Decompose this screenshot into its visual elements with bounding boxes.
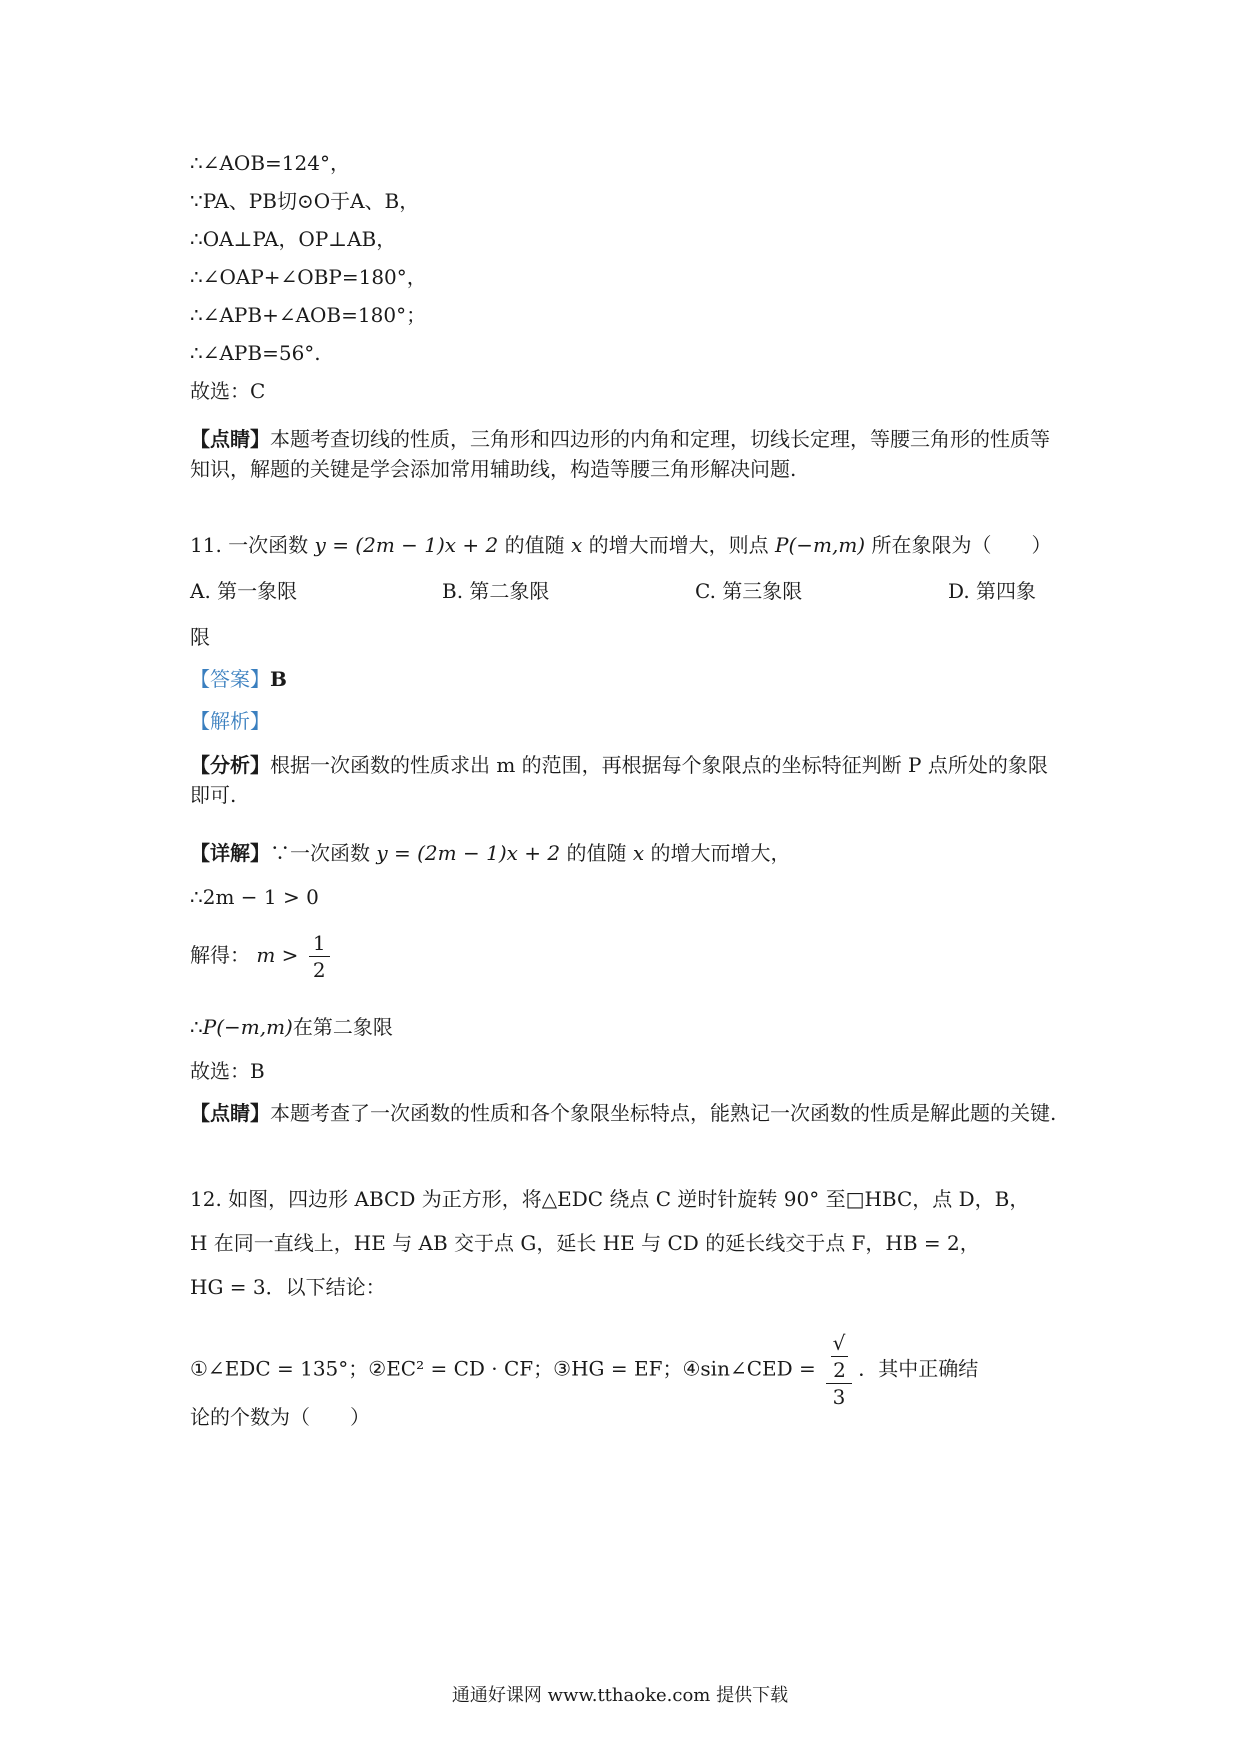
sqrt-symbol: √ xyxy=(832,1331,846,1355)
fraction-one-half xyxy=(309,930,330,983)
option-text: 第四象 xyxy=(976,579,1037,603)
question-12-line-3: HG = 3．以下结论： xyxy=(190,1275,386,1299)
proof-line-3: ∴OA⊥PA，OP⊥AB， xyxy=(190,227,397,251)
dianjing-tag: 【点睛】 xyxy=(190,427,270,451)
option-text: 第三象限 xyxy=(722,579,803,603)
option-b xyxy=(442,576,549,606)
question-number: 11. xyxy=(190,533,222,557)
option-text: 第一象限 xyxy=(217,579,298,603)
choice-line: 故选：C xyxy=(190,379,266,403)
option-letter: C. xyxy=(695,579,716,603)
dianjing-paragraph xyxy=(190,424,1060,484)
proof-line-5: ∴∠APB+∠AOB=180°； xyxy=(190,303,427,327)
xiangjie-line xyxy=(190,838,790,868)
fenxi-text: 根据一次函数的性质求出 m 的范围，再根据每个象限点的坐标特征判断 P 点所处的象限即可. xyxy=(190,753,1048,807)
function-expression: y = (2m − 1)x + 2 xyxy=(376,841,561,865)
proof-line-4: ∴∠OAP+∠OBP=180°， xyxy=(190,265,427,289)
dianjing-text: 本题考查切线的性质，三角形和四边形的内角和定理，切线长定理，等腰三角形的性质等知识，解题的关键是学会添加常用辅助线，构造等腰三角形解决问题. xyxy=(190,427,1050,481)
option-letter: D. xyxy=(948,579,970,603)
xiangjie-text: 的值随 xyxy=(566,841,627,865)
conclusions-text-end: ．其中正确结 xyxy=(858,1356,979,1381)
option-c xyxy=(695,576,802,606)
answer-value: B xyxy=(270,667,287,691)
variable-x: x xyxy=(632,841,645,865)
conclusion-text: 在第二象限 xyxy=(292,1015,393,1039)
proof-line-1: ∴∠AOB=124°， xyxy=(190,151,350,175)
choice-line-11: 故选：B xyxy=(190,1059,265,1083)
answer-tag: 【答案】 xyxy=(190,667,270,691)
fraction-denominator: 3 xyxy=(832,1385,846,1409)
therefore-symbol: ∴ xyxy=(190,1015,203,1039)
solve-label: 解得： xyxy=(190,943,250,967)
stem-text: 的增大而增大，则点 xyxy=(588,533,769,557)
option-letter: A. xyxy=(190,579,211,603)
question-11-stem xyxy=(190,530,1051,560)
point-expression: P(−m,m) xyxy=(202,1015,293,1039)
option-d-wrap: 限 xyxy=(190,625,210,649)
conclusions-text: ①∠EDC = 135°；②EC² = CD · CF；③HG = EF；④sin∠CED = xyxy=(190,1356,816,1381)
option-letter: B. xyxy=(442,579,464,603)
fraction-numerator xyxy=(826,1330,852,1384)
stem-text: 的值随 xyxy=(504,533,565,557)
solve-expression: m > xyxy=(256,943,299,967)
point-expression: P(−m,m) xyxy=(775,533,866,557)
option-text: 第二象限 xyxy=(469,579,550,603)
question-12-line-2: H 在同一直线上，HE 与 AB 交于点 G，延长 HE 与 CD 的延长线交于点 F，HB = 2， xyxy=(190,1231,980,1255)
page-footer: 通通好课网 www.tthaoke.com 提供下载 xyxy=(451,1685,789,1706)
stem-text: 一次函数 xyxy=(228,533,309,557)
dianjing-paragraph-11 xyxy=(190,1098,1060,1128)
stem-text: 所在象限为（ ） xyxy=(871,533,1052,557)
fraction-denominator: 2 xyxy=(312,958,326,982)
conclusion-line xyxy=(190,1012,393,1042)
solve-line xyxy=(190,930,330,983)
question-12-line-1: 12. 如图，四边形 ABCD 为正方形，将△EDC 绕点 C 逆时针旋转 90° 至□HBC，点 D，B， xyxy=(190,1187,1030,1211)
option-a xyxy=(190,576,297,606)
question-12-line-5: 论的个数为（ ） xyxy=(190,1405,370,1429)
xiangjie-text: 的增大而增大， xyxy=(650,841,791,865)
fraction-numerator: 1 xyxy=(309,930,330,957)
question-12-conclusions xyxy=(190,1330,978,1410)
dianjing-text: 本题考查了一次函数的性质和各个象限坐标特点，能熟记一次函数的性质是解此题的关键. xyxy=(270,1101,1057,1125)
variable-x: x xyxy=(571,533,583,557)
fraction-sqrt2-over-3 xyxy=(826,1330,852,1410)
fenxi-tag: 【分析】 xyxy=(190,753,270,777)
fenxi-paragraph xyxy=(190,750,1060,810)
option-d xyxy=(948,576,1036,606)
function-expression: y = (2m − 1)x + 2 xyxy=(314,533,499,557)
xiangjie-tag: 【详解】 xyxy=(190,841,270,865)
answer-line xyxy=(190,664,287,694)
jiexi-tag-text: 【解析】 xyxy=(190,709,270,733)
dianjing-tag: 【点睛】 xyxy=(190,1101,270,1125)
step-inequality: ∴2m − 1 > 0 xyxy=(190,885,319,909)
jiexi-tag xyxy=(190,706,270,736)
proof-line-6: ∴∠APB=56°. xyxy=(190,341,321,365)
sqrt-radicand: 2 xyxy=(833,1358,846,1382)
proof-line-2: ∵PA、PB切⊙O于A、B， xyxy=(190,189,420,213)
xiangjie-text: ∵一次函数 xyxy=(270,841,370,865)
